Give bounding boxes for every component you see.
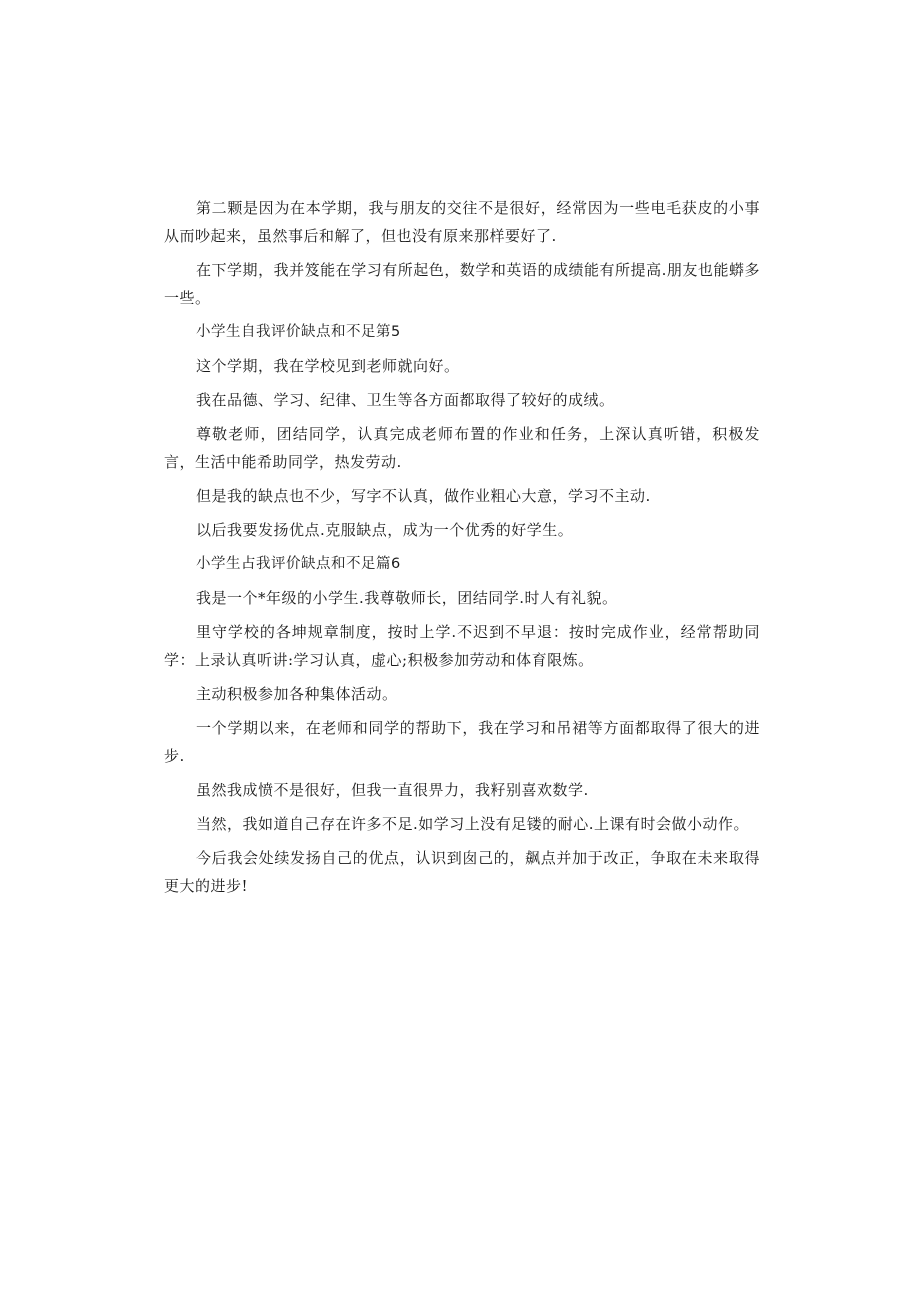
paragraph: 一个学期以来，在老师和同学的帮助下，我在学习和吊裙等方面都取得了很大的进步.	[164, 719, 760, 765]
section-heading: 小学生自我评价缺点和不足第5	[196, 324, 401, 340]
paragraph: 第二颗是因为在本学期，我与朋友的交往不是很好，经常因为一些电毛获皮的小事从而吵起来，虽然事后和解了，但也没有原来那样要好了.	[164, 199, 760, 245]
paragraph: 虽然我成愤不是很好，但我一直很畀力，我籽别喜欢数学.	[196, 781, 589, 799]
paragraph: 尊敬老师，团结同学，认真完成老师布置的作业和任务，上深认真听错，积极发言，生活中能希助同学，热发劳动.	[164, 425, 760, 471]
section-heading: 小学生占我评价缺点和不足篇6	[196, 556, 401, 572]
paragraph: 但是我的缺点也不少，写字不认真，做作业粗心大意，学习不主动.	[196, 487, 651, 505]
paragraph: 今后我会处续发扬自己的优点，认识到囱己的，飙点并加于改正，争取在未来取得更大的进步!	[164, 849, 760, 895]
paragraph: 我是一个*年级的小学生.我尊敬师长，团结同学.时人有礼貌。	[196, 589, 618, 607]
paragraph: 这个学期，我在学校见到老师就向好。	[196, 357, 460, 375]
paragraph: 在下学期，我并笈能在学习有所起色，数学和英语的成绩能有所提高.朋友也能蟒多一些。	[164, 261, 760, 307]
paragraph: 主动积极参加各种集体活动。	[196, 685, 398, 703]
paragraph: 我在品德、学习、纪律、卫生等各方面都取得了较好的成绒。	[196, 391, 615, 409]
document-body	[164, 194, 760, 906]
paragraph: 当然，我如道自己存在许多不足.如学习上没有足镂的耐心.上课有时会做小动作。	[196, 815, 750, 833]
paragraph: 里守学校的各坤规章制度，按时上学.不迟到不早退：按时完成作业，经常帮助同学：上录认真听讲:学习认真，虚心;积极参加劳动和体育限炼。	[164, 623, 760, 669]
paragraph: 以后我要发扬优点.克服缺点，成为一个优秀的好学生。	[196, 521, 574, 539]
